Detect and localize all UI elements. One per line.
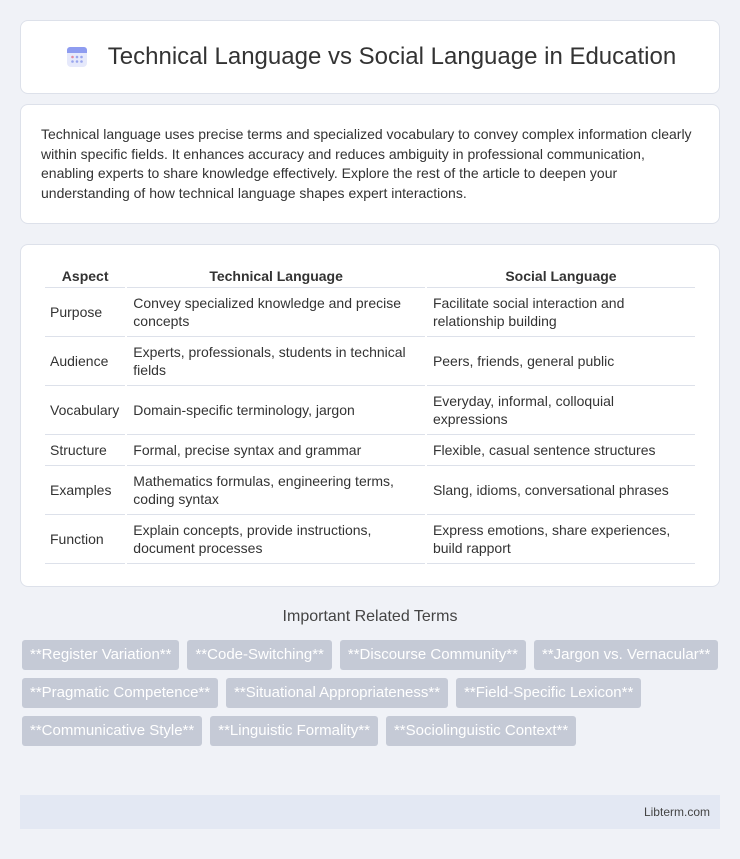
related-terms-list — [22, 640, 722, 746]
table-row — [45, 515, 695, 564]
social-cell: Slang, idioms, conversational phrases — [427, 466, 695, 515]
table-row — [45, 435, 695, 466]
social-cell: Flexible, casual sentence structures — [427, 435, 695, 466]
related-term-tag[interactable]: **Communicative Style** — [22, 716, 202, 746]
header-social-language: Social Language — [427, 265, 695, 288]
comparison-table-card — [20, 244, 720, 587]
related-term-tag[interactable]: **Code-Switching** — [187, 640, 331, 670]
header-technical-language: Technical Language — [127, 265, 425, 288]
document-grid-icon — [64, 44, 90, 70]
aspect-cell: Audience — [45, 337, 125, 386]
technical-cell: Domain-specific terminology, jargon — [127, 386, 425, 435]
comparison-table — [43, 265, 697, 564]
header-aspect: Aspect — [45, 265, 125, 288]
related-term-tag[interactable]: **Sociolinguistic Context** — [386, 716, 576, 746]
intro-text: Technical language uses precise terms and specialized vocabulary to convey complex information clearly within specific fields. It enhances accuracy and reduces ambiguity in professional communication, enabling experts to share knowledge effectively. Explore the rest of the article to deepen your understanding of how technical language shapes expert interactions. — [41, 126, 692, 201]
social-cell: Peers, friends, general public — [427, 337, 695, 386]
technical-cell: Explain concepts, provide instructions, document processes — [127, 515, 425, 564]
intro-card — [20, 104, 720, 224]
related-term-tag[interactable]: **Pragmatic Competence** — [22, 678, 218, 708]
aspect-cell: Examples — [45, 466, 125, 515]
footer — [20, 795, 720, 829]
aspect-cell: Structure — [45, 435, 125, 466]
header-card — [20, 20, 720, 94]
technical-cell: Mathematics formulas, engineering terms, coding syntax — [127, 466, 425, 515]
aspect-cell: Vocabulary — [45, 386, 125, 435]
page-title: Technical Language vs Social Language in Education — [107, 43, 677, 70]
related-term-tag[interactable]: **Linguistic Formality** — [210, 716, 378, 746]
table-header-row — [45, 265, 695, 288]
related-term-tag[interactable]: **Jargon vs. Vernacular** — [534, 640, 718, 670]
table-row — [45, 337, 695, 386]
footer-brand-link[interactable]: Libterm.com — [643, 805, 710, 819]
related-terms-title: Important Related Terms — [282, 608, 458, 625]
aspect-cell: Purpose — [45, 288, 125, 337]
related-term-tag[interactable]: **Field-Specific Lexicon** — [456, 678, 641, 708]
table-row — [45, 386, 695, 435]
technical-cell: Experts, professionals, students in technical fields — [127, 337, 425, 386]
social-cell: Everyday, informal, colloquial expressions — [427, 386, 695, 435]
technical-cell: Formal, precise syntax and grammar — [127, 435, 425, 466]
social-cell: Facilitate social interaction and relationship building — [427, 288, 695, 337]
related-term-tag[interactable]: **Register Variation** — [22, 640, 179, 670]
related-term-tag[interactable]: **Discourse Community** — [340, 640, 526, 670]
technical-cell: Convey specialized knowledge and precise concepts — [127, 288, 425, 337]
table-row — [45, 288, 695, 337]
table-row — [45, 466, 695, 515]
social-cell: Express emotions, share experiences, build rapport — [427, 515, 695, 564]
aspect-cell: Function — [45, 515, 125, 564]
related-term-tag[interactable]: **Situational Appropriateness** — [226, 678, 448, 708]
